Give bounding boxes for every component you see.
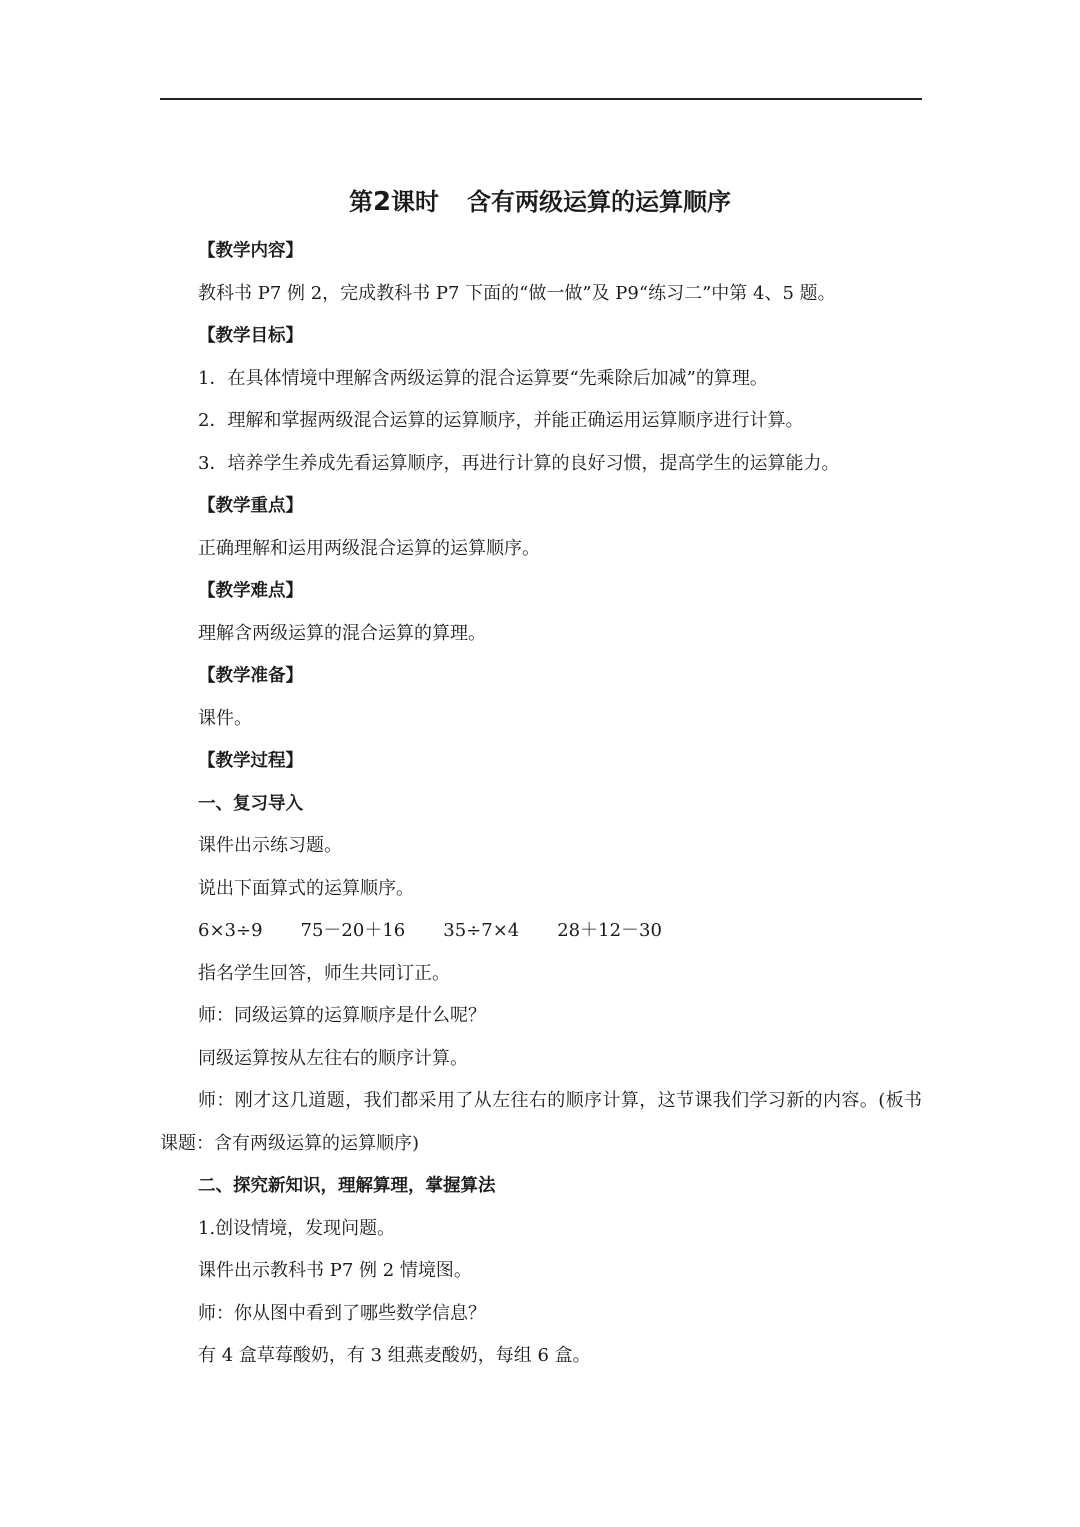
title-text: 含有两级运算的运算顺序 <box>467 188 732 216</box>
p2-line-2: 课件出示教科书 P7 例 2 情境图。 <box>198 1260 472 1281</box>
p2-line-1: 1.创设情境，发现问题。 <box>198 1217 396 1239</box>
goal-2: 2．理解和掌握两级混合运算的运算顺序，并能正确运用运算顺序进行计算。 <box>198 410 804 431</box>
part2-heading: 二、探究新知识，理解算理，掌握算法 <box>198 1176 496 1196</box>
prep-heading: 【教学准备】 <box>198 666 303 686</box>
prep-text: 课件。 <box>198 707 252 729</box>
p1-line-3: 指名学生回答，师生共同订正。 <box>198 962 450 984</box>
document-body <box>160 230 922 1378</box>
p1-line-6: 师：刚才这几道题，我们都采用了从左往右的顺序计算，这节课我们学习新的内容。(板书课题：含有两级运算的运算顺序) <box>160 1090 922 1154</box>
part1-heading: 一、复习导入 <box>198 793 303 814</box>
goals-heading: 【教学目标】 <box>198 326 303 346</box>
goal-3: 3．培养学生养成先看运算顺序，再进行计算的良好习惯，提高学生的运算能力。 <box>198 452 840 474</box>
key-heading: 【教学重点】 <box>198 496 303 516</box>
p1-line-5: 同级运算按从左往右的顺序计算。 <box>198 1047 468 1069</box>
difficulty-text: 理解含两级运算的混合运算的算理。 <box>198 622 486 644</box>
p2-line-4: 有 4 盒草莓酸奶，有 3 组燕麦酸奶，每组 6 盒。 <box>198 1345 591 1366</box>
key-text: 正确理解和运用两级混合运算的运算顺序。 <box>198 537 540 559</box>
header-rule <box>160 98 922 100</box>
content-text: 教科书 P7 例 2，完成教科书 P7 下面的“做一做”及 P9“练习二”中第 4、5 题。 <box>198 282 836 304</box>
expression-2: 75－20＋16 <box>300 920 406 941</box>
lesson-title <box>0 184 1080 220</box>
expression-3: 35÷7×4 <box>443 920 520 941</box>
title-prefix: 第 <box>348 188 373 216</box>
p1-line-1: 课件出示练习题。 <box>198 835 342 856</box>
expression-list <box>160 910 922 953</box>
expression-4: 28＋12－30 <box>557 920 662 941</box>
p1-line-4: 师：同级运算的运算顺序是什么呢？ <box>198 1005 486 1026</box>
title-lesson: 课时 <box>391 188 440 216</box>
goal-1: 1．在具体情境中理解含两级运算的混合运算要“先乘除后加减”的算理。 <box>198 367 768 389</box>
process-heading: 【教学过程】 <box>198 751 303 771</box>
p1-line-2: 说出下面算式的运算顺序。 <box>198 877 414 899</box>
expression-1: 6×3÷9 <box>198 920 263 941</box>
title-number: 2 <box>372 187 392 217</box>
p2-line-3: 师：你从图中看到了哪些数学信息？ <box>198 1302 486 1324</box>
difficulty-heading: 【教学难点】 <box>198 581 303 601</box>
content-heading: 【教学内容】 <box>198 241 303 261</box>
